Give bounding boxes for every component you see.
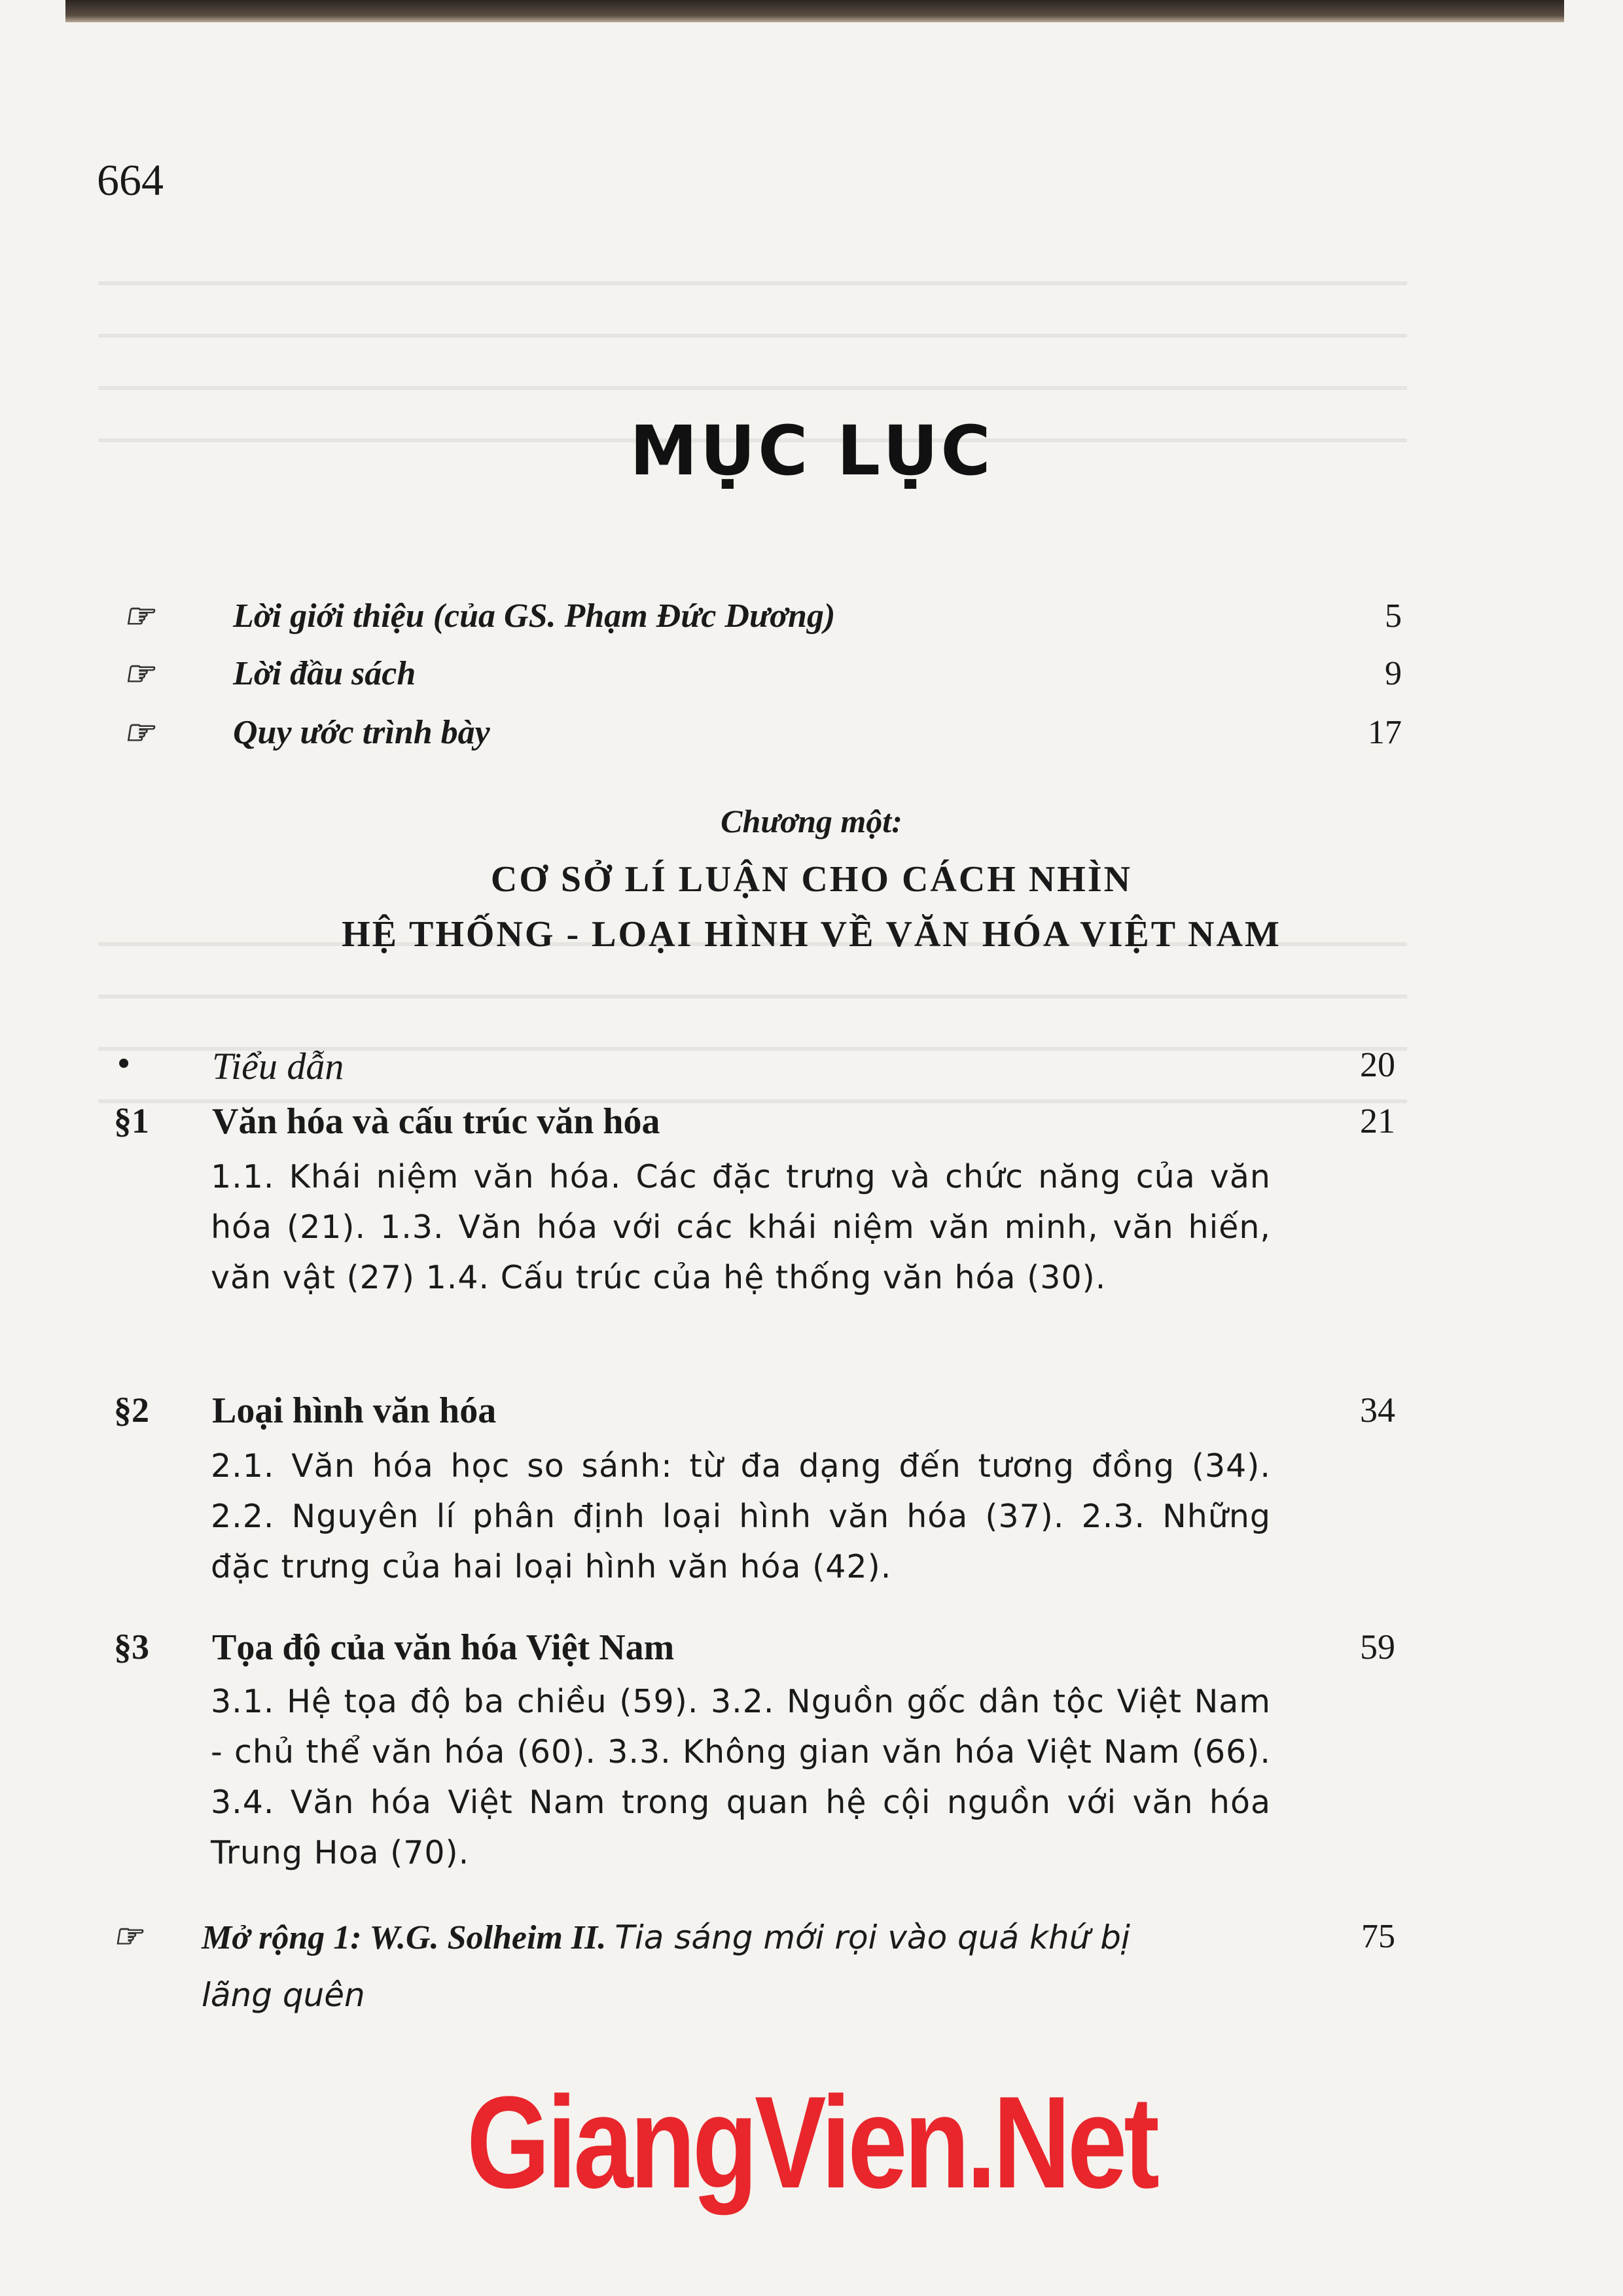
toc-entry-page: 5 bbox=[1385, 597, 1402, 635]
section-description: 2.1. Văn hóa học so sánh: từ đa dạng đến tương đồng (34). 2.2. Nguyên lí phân định loại hình văn hóa (37). 2.3. Những đặc trưng của hai loại hình văn hóa (42). bbox=[211, 1447, 1271, 1585]
extension-label: Mở rộng 1: W.G. Solheim II. bbox=[202, 1919, 607, 1956]
section-mark: §3 bbox=[114, 1627, 149, 1667]
page-title: MỤC LỤC bbox=[630, 411, 993, 491]
toc-intro-page: 20 bbox=[1360, 1045, 1395, 1084]
extension-entry[interactable] bbox=[202, 1918, 1275, 1957]
pointing-hand-icon: ☞ bbox=[113, 1918, 142, 1954]
section-description: 3.1. Hệ tọa độ ba chiều (59). 3.2. Nguồn gốc dân tộc Việt Nam - chủ thể văn hóa (60). 3.3. Không gian văn hóa Việt Nam (66). 3.4. Văn hóa Việt Nam trong quan hệ cội nguồn với văn hóa Trung Hoa (70). bbox=[211, 1683, 1271, 1871]
section-title[interactable]: Tọa độ của văn hóa Việt Nam bbox=[212, 1627, 675, 1668]
extension-page: 75 bbox=[1361, 1918, 1395, 1955]
section-mark: §1 bbox=[114, 1101, 149, 1140]
intro-bullet: • bbox=[118, 1045, 130, 1082]
watermark-logo: GiangVien.Net bbox=[467, 2070, 1156, 2216]
chapter-title-line2: HỆ THỐNG - LOẠI HÌNH VỀ VĂN HÓA VIỆT NAM bbox=[342, 914, 1281, 955]
toc-entry-page: 17 bbox=[1368, 714, 1402, 751]
toc-entry-page: 9 bbox=[1385, 655, 1402, 692]
chapter-title-line1: CƠ SỞ LÍ LUẬN CHO CÁCH NHÌN bbox=[490, 859, 1133, 900]
toc-entry-label: Quy ước trình bày bbox=[233, 714, 490, 751]
toc-entry-label: Lời đầu sách bbox=[233, 655, 416, 692]
section-mark: §2 bbox=[114, 1390, 149, 1430]
section-title[interactable]: Loại hình văn hóa bbox=[212, 1390, 497, 1431]
section-page: 34 bbox=[1360, 1390, 1395, 1430]
page-top-edge bbox=[65, 0, 1564, 22]
toc-entry[interactable] bbox=[0, 654, 1623, 713]
chapter-label: Chương một: bbox=[721, 803, 902, 839]
section-page: 59 bbox=[1360, 1627, 1395, 1667]
section-description: 1.1. Khái niệm văn hóa. Các đặc trưng và chức năng của văn hóa (21). 1.3. Văn hóa với các khái niệm văn minh, văn hiến, văn vật (27) 1.4. Cấu trúc của hệ thống văn hóa (30). bbox=[211, 1158, 1271, 1296]
extension-subtitle-cont: lãng quên bbox=[202, 1976, 365, 2014]
pointing-hand-icon: ☞ bbox=[123, 715, 154, 752]
pointing-hand-icon: ☞ bbox=[123, 598, 154, 635]
pointing-hand-icon: ☞ bbox=[123, 656, 154, 693]
section-page: 21 bbox=[1360, 1101, 1395, 1140]
toc-entry[interactable] bbox=[0, 597, 1623, 656]
toc-entry-label: Lời giới thiệu (của GS. Phạm Đức Dương) bbox=[233, 597, 836, 635]
extension-subtitle: Tia sáng mới rọi vào quá khứ bị bbox=[615, 1918, 1130, 1956]
page-number: 664 bbox=[97, 155, 164, 205]
section-title[interactable]: Văn hóa và cấu trúc văn hóa bbox=[212, 1101, 660, 1142]
toc-entry[interactable] bbox=[0, 713, 1623, 772]
toc-intro-label[interactable]: Tiểu dẫn bbox=[212, 1045, 344, 1087]
